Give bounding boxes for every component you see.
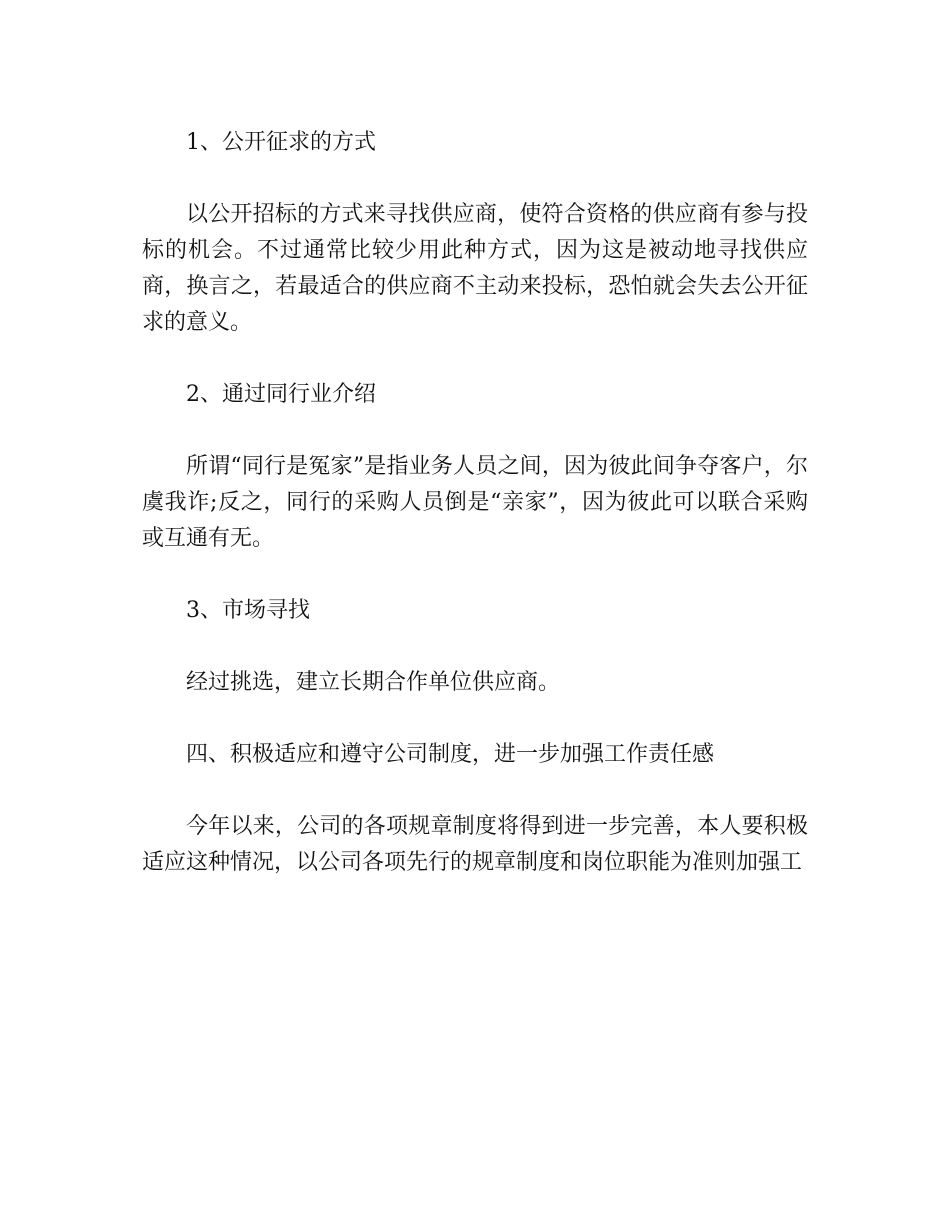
paragraph-company-rules: 今年以来，公司的各项规章制度将得到进一步完善，本人要积极适应这种情况，以公司各项先行的规章制度和岗位职能为准则加强工: [142, 814, 808, 875]
paragraph-public-solicitation: 以公开招标的方式来寻找供应商，使符合资格的供应商有参与投标的机会。不过通常比较少用此种方式，因为这是被动地寻找供应商，换言之，若最适合的供应商不主动来投标，恐怕就会失去公开征求的意义。: [142, 202, 808, 335]
section-heading-company-rules: 四、积极适应和遵守公司制度，进一步加强工作责任感: [186, 742, 715, 767]
section-heading-market-search: 3、市场寻找: [186, 598, 310, 623]
paragraph-market-search: 经过挑选，建立长期合作单位供应商。: [186, 670, 561, 695]
section-heading-industry-referral: 2、通过同行业介绍: [186, 382, 376, 407]
document-body: [142, 125, 808, 917]
section-heading-public-solicitation: 1、公开征求的方式: [186, 130, 376, 155]
paragraph-industry-referral: 所谓“同行是冤家”是指业务人员之间，因为彼此间争夺客户，尔虞我诈;反之，同行的采购人员倒是“亲家”，因为彼此可以联合采购或互通有无。: [142, 454, 808, 551]
